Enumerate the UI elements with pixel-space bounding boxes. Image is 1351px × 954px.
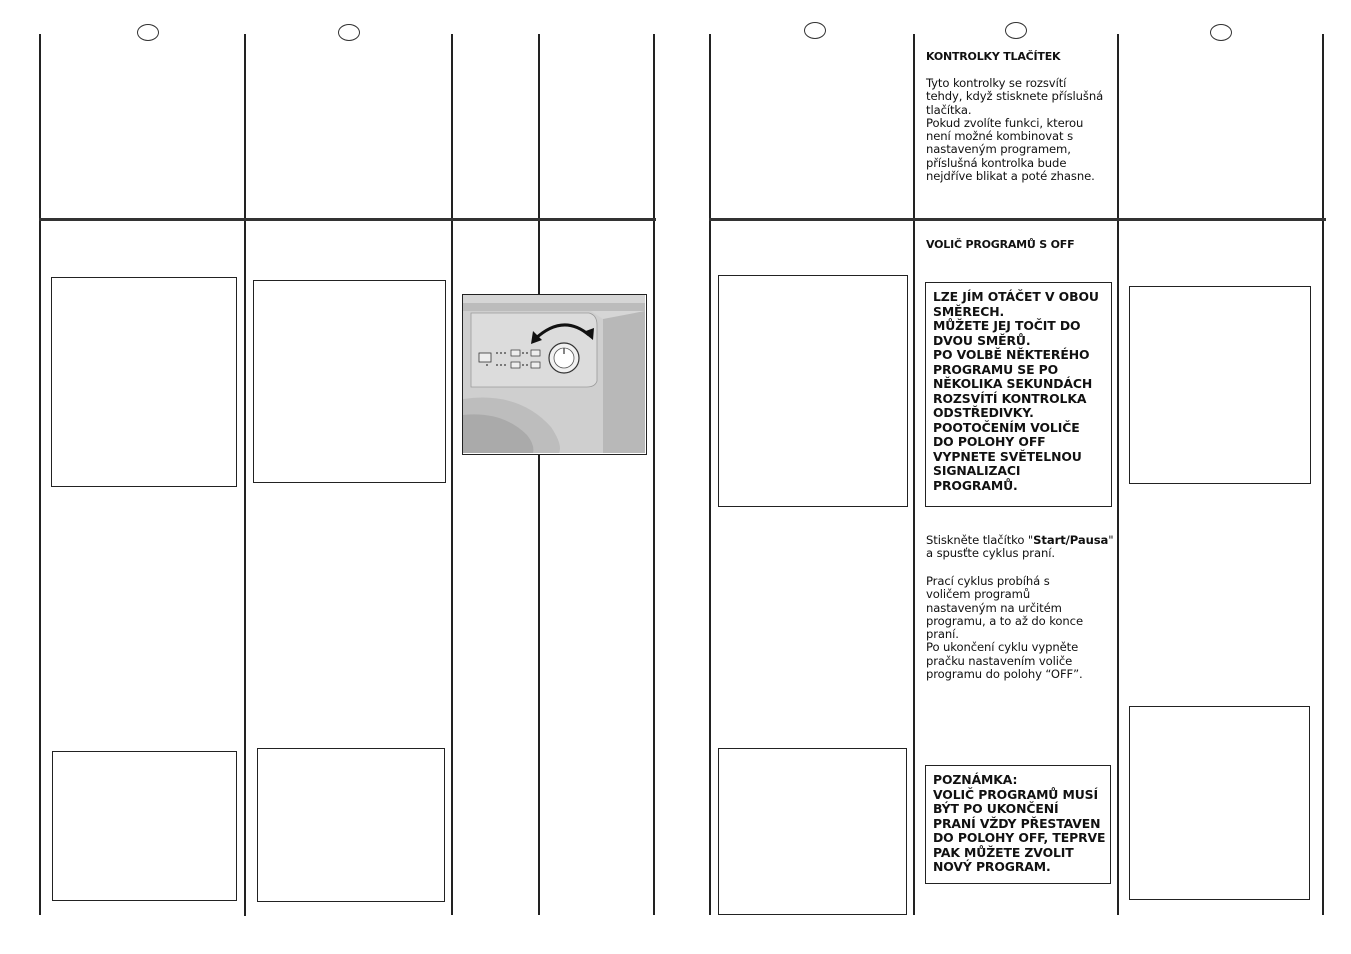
start-prefix: Stiskněte tlačítko " bbox=[926, 533, 1034, 547]
column-rule bbox=[451, 34, 453, 915]
indicator-section-title: KONTROLKY TLAČÍTEK bbox=[926, 50, 1061, 63]
empty-frame bbox=[253, 280, 446, 483]
column-rule bbox=[1117, 34, 1119, 915]
column-rule bbox=[39, 34, 41, 915]
machine-panel-drawing bbox=[463, 295, 645, 453]
empty-frame bbox=[1129, 706, 1310, 900]
empty-frame bbox=[1129, 286, 1311, 484]
selector-section-title: VOLIČ PROGRAMŮ S OFF bbox=[926, 238, 1075, 251]
language-flag-marker bbox=[804, 22, 826, 39]
column-rule bbox=[709, 34, 711, 915]
empty-frame bbox=[52, 751, 237, 901]
indicator-section-body bbox=[926, 77, 1116, 183]
column-rule bbox=[653, 34, 655, 915]
note-text: POZNÁMKA: VOLIČ PROGRAMŮ MUSÍ BÝT PO UKONČENÍ PRANÍ VŽDY PŘESTAVEN DO POLOHY OFF, TEPRVE PAK MŮŽETE ZVOLIT NOVÝ PROGRAM. bbox=[933, 772, 1106, 874]
column-rule bbox=[538, 34, 540, 915]
empty-frame bbox=[257, 748, 445, 902]
horizontal-rule bbox=[709, 218, 1326, 221]
empty-frame bbox=[718, 748, 907, 915]
note-box bbox=[925, 765, 1111, 884]
machine-panel-illustration bbox=[462, 294, 647, 455]
language-flag-marker bbox=[1210, 24, 1232, 41]
horizontal-rule bbox=[39, 218, 656, 221]
column-rule bbox=[913, 34, 915, 915]
start-suffix: " a spusťte cyklus praní. bbox=[926, 533, 1114, 561]
language-flag-marker bbox=[1005, 22, 1027, 39]
cycle-description-text: Prací cyklus probíhá s voličem programů nastaveným na určitém programu, a to až do konce praní. Po ukončení cyklu vypněte pračku nastavením voliče programu do polohy “OFF”. bbox=[926, 574, 1083, 682]
start-instruction bbox=[926, 534, 1118, 561]
cycle-description bbox=[926, 575, 1118, 681]
language-flag-marker bbox=[338, 24, 360, 41]
selector-info-text: LZE JÍM OTÁČET V OBOU SMĚRECH. MŮŽETE JEJ TOČIT DO DVOU SMĚRŮ. PO VOLBĚ NĚKTERÉHO PROGRAMU SE PO NĚKOLIKA SEKUNDÁCH ROZSVÍTÍ KONTROLKA ODSTŘEDIVKY. POOTOČENÍM VOLIČE DO POLOHY OFF VYPNETE SVĚTELNOU SIGNALIZACI PROGRAMŮ. bbox=[933, 289, 1099, 493]
language-flag-marker bbox=[137, 24, 159, 41]
empty-frame bbox=[51, 277, 237, 487]
empty-frame bbox=[718, 275, 908, 507]
column-rule bbox=[244, 34, 246, 916]
start-pausa-label: Start/Pausa bbox=[1033, 533, 1109, 547]
column-rule bbox=[1322, 34, 1324, 915]
selector-info-box bbox=[925, 282, 1112, 507]
indicator-body-text: Tyto kontrolky se rozsvítí tehdy, když stisknete příslušná tlačítka. Pokud zvolíte funkci, kterou není možné kombinovat s nastaveným programem, příslušná kontrolka bude nejdříve blikat a poté zhasne. bbox=[926, 76, 1104, 184]
